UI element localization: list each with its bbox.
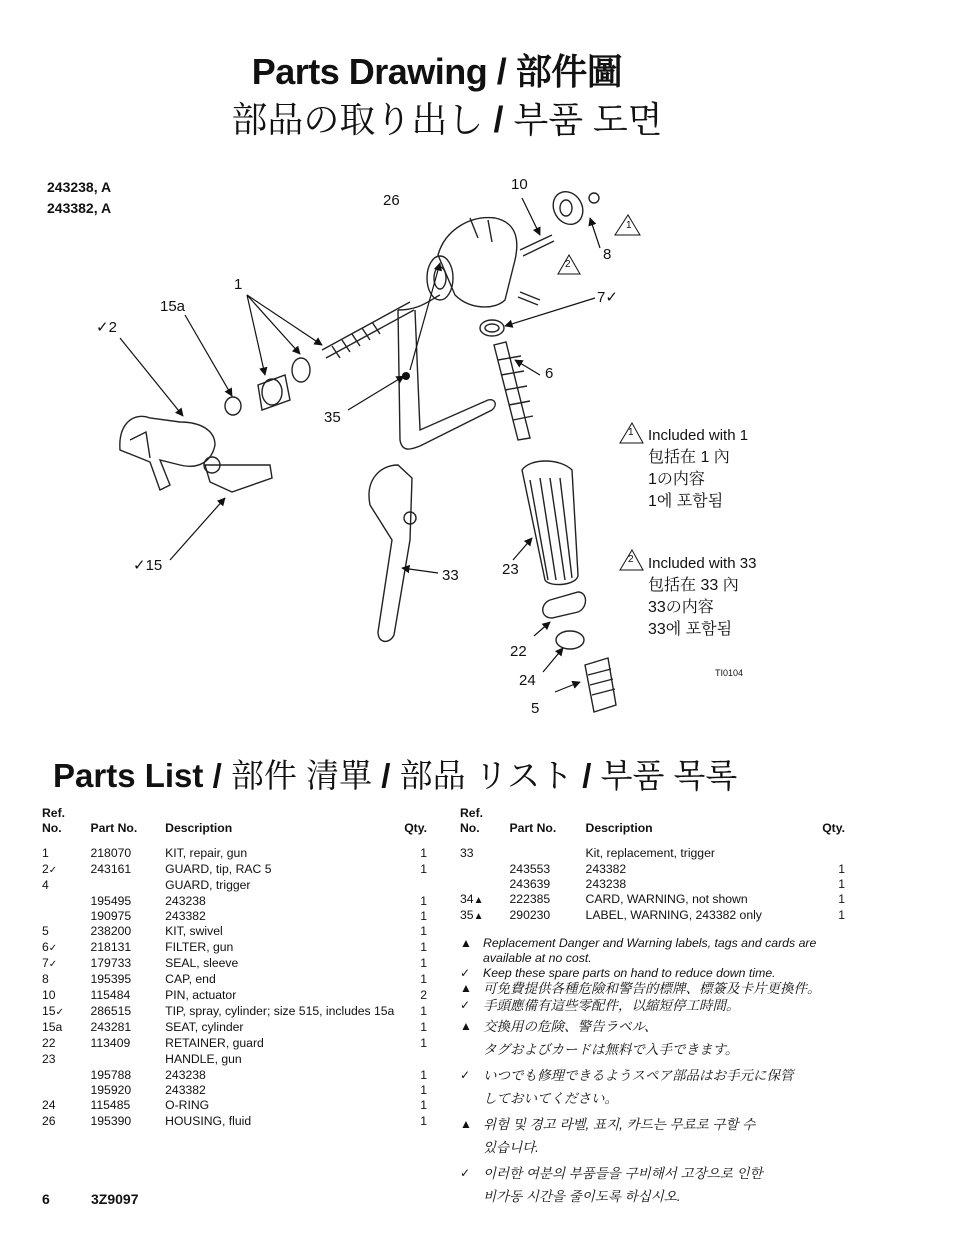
part-no-cell: 179733: [90, 956, 132, 970]
part-no-cell: 195920: [90, 1083, 132, 1097]
ref-cell: 33: [460, 846, 474, 860]
legend-triangle-label: 1: [628, 427, 634, 438]
qty-cell: 1: [420, 909, 427, 923]
description-cell: SEAL, sleeve: [165, 956, 239, 970]
callout-26: 26: [383, 192, 400, 209]
table-row: [42, 1020, 427, 1036]
part-no-cell: [510, 846, 586, 862]
spare-part-check-icon: ✓: [460, 1166, 471, 1180]
note-text: 이러한 여분의 부품들을 구비해서 고장으로 인한 비가동 시간을 줄이도록 하십시오.: [483, 1166, 763, 1204]
qty-cell: 1: [420, 924, 427, 938]
handle-part: [522, 461, 578, 585]
table-row: [460, 862, 845, 877]
trigger-part: [369, 465, 416, 641]
callout-22: 22: [510, 643, 527, 660]
guard-retainer-part: [543, 592, 586, 618]
table-row: [460, 877, 845, 892]
qty-cell: [404, 1052, 427, 1068]
exploded-parts-drawing: [0, 160, 954, 740]
description-cell: RETAINER, guard: [165, 1036, 264, 1050]
ref-mark-icon: ▲: [473, 895, 484, 906]
included-note-2: Included with 33 包括在 33 內 33の内容 33에 포함됨: [648, 555, 757, 638]
spare-part-check-icon: ✓: [460, 1068, 471, 1082]
table-row: [42, 862, 427, 878]
description-cell: CARD, WARNING, not shown: [585, 892, 748, 906]
legend-triangle-label: 2: [628, 554, 634, 565]
table-row: [42, 909, 427, 924]
ref-cell: 8: [42, 972, 49, 986]
subtitle-slash: /: [493, 99, 504, 140]
ti-number: TI0104: [715, 668, 744, 678]
ref-cell: 22: [42, 1036, 56, 1050]
callout-24: 24: [519, 672, 536, 689]
description-cell: 243382: [585, 862, 627, 876]
callout-10: 10: [511, 176, 528, 193]
description-cell: HANDLE, gun: [165, 1052, 242, 1066]
note-item: [460, 1113, 840, 1159]
description-cell: HOUSING, fluid: [165, 1114, 252, 1128]
note-text: 手頭應備有這些零配件，以縮短停工時間。: [483, 998, 740, 1013]
note-item: [460, 1015, 840, 1061]
table-row: [42, 894, 427, 909]
note-text: いつでも修理できるようスペア部品はお手元に保管 しておいてください。: [483, 1068, 794, 1106]
ref-cell: 26: [42, 1114, 56, 1128]
qty-cell: 1: [420, 1098, 427, 1112]
qty-cell: 1: [838, 892, 845, 906]
ref-cell: 5: [42, 924, 49, 938]
ref-cell: 4: [42, 878, 49, 892]
qty-cell: 1: [420, 956, 427, 970]
ref-no-header: Ref. No.: [460, 806, 484, 835]
included-note-1: Included with 1 包括在 1 內 1の内容 1에 포함됨: [648, 427, 749, 510]
description-cell: CAP, end: [165, 972, 216, 986]
parts-notes: [460, 936, 840, 1211]
qty-cell: 1: [420, 972, 427, 986]
description-cell: SEAT, cylinder: [165, 1020, 244, 1034]
part-no-cell: 195495: [90, 894, 132, 908]
subtitle-ja: 部品の取り出し: [231, 99, 484, 140]
qty-cell: 1: [420, 940, 427, 954]
part-no-cell: 113409: [90, 1036, 131, 1050]
warning-triangle-icon: ▲: [460, 936, 472, 950]
part-no-cell: 286515: [90, 1004, 132, 1018]
table-row: [42, 1068, 427, 1083]
part-no-header: Part No.: [509, 821, 557, 835]
part-no-cell: 238200: [90, 924, 132, 938]
callout-15: ✓15: [133, 557, 163, 574]
spray-tip-part: [204, 457, 272, 492]
ref-cell: [42, 894, 90, 909]
qty-cell: 1: [420, 862, 427, 876]
note-item: [460, 966, 840, 981]
part-no-cell: 218070: [90, 846, 132, 860]
qty-cell: 1: [838, 877, 845, 891]
table-row: [42, 940, 427, 956]
part-no-cell: 243639: [509, 877, 551, 891]
description-cell: KIT, repair, gun: [165, 846, 248, 860]
note-item: [460, 1064, 840, 1110]
note-text: 위험 및 경고 라벨, 표지, 카드는 무료로 구할 수 있습니다.: [483, 1117, 756, 1155]
part-no-cell: [90, 878, 165, 894]
qty-cell: 1: [838, 908, 845, 922]
ref-mark-icon: ✓: [55, 1007, 64, 1018]
part-no-cell: 243161: [90, 862, 132, 876]
callout-2: ✓2: [96, 319, 117, 336]
warning-triangle-icon: ▲: [460, 981, 472, 995]
ref-cell: 24: [42, 1098, 56, 1112]
part-no-cell: 195395: [90, 972, 132, 986]
table-row: [42, 924, 427, 940]
note-text: Replacement Danger and Warning labels, tags and cards are available at no cost.: [483, 936, 817, 965]
ref-cell: 15✓: [42, 1004, 64, 1018]
part-no-cell: [90, 1052, 165, 1068]
qty-cell: 1: [420, 1083, 427, 1097]
part-no-cell: 222385: [509, 892, 551, 906]
ref-cell: 35▲: [460, 908, 484, 922]
trigger-guard-part: [398, 295, 495, 449]
qty-header: Qty.: [404, 821, 427, 835]
note-item: [460, 936, 840, 966]
part-no-cell: 195390: [90, 1114, 132, 1128]
description-cell: 243238: [165, 1068, 206, 1082]
note-item: [460, 1162, 840, 1208]
note-text: 交換用の危険、警告ラベル、 タグおよびカードは無料で入手できます。: [483, 1019, 739, 1057]
page-number: 6: [42, 1191, 50, 1207]
model-number: 243382, A: [47, 200, 112, 216]
tip-guard-part: [120, 416, 215, 490]
callout-7: 7✓: [597, 289, 618, 306]
part-no-cell: 243553: [509, 862, 551, 876]
table-row: [42, 1114, 427, 1130]
ref-mark-icon: ✓: [48, 959, 58, 970]
ref-cell: 6✓: [42, 940, 58, 954]
spare-part-check-icon: ✓: [460, 966, 471, 980]
description-cell: 243382: [165, 1083, 206, 1097]
qty-cell: 1: [420, 1004, 427, 1018]
spare-part-check-icon: ✓: [460, 998, 471, 1012]
description-cell: PIN, actuator: [165, 988, 237, 1002]
table-row: [42, 1036, 427, 1052]
model-number: 243238, A: [47, 179, 112, 195]
table-row: [460, 892, 845, 908]
part-no-cell: 190975: [90, 909, 132, 923]
table-row: [42, 956, 427, 972]
sleeve-seal-part: [480, 320, 504, 336]
swivel-part: [585, 658, 616, 712]
table-row: [42, 972, 427, 988]
table-row: [42, 1052, 427, 1068]
qty-cell: 1: [420, 1068, 427, 1082]
ref-cell: 15a: [42, 1020, 63, 1034]
filter-part: [494, 342, 533, 440]
note-item: [460, 981, 840, 996]
callout-8: 8: [603, 246, 612, 263]
description-cell: 243382: [165, 909, 206, 923]
table-row: [42, 1098, 427, 1114]
callout-35: 35: [324, 409, 341, 426]
part-no-cell: 243281: [90, 1020, 132, 1034]
ref-cell: [460, 877, 510, 892]
table-row: [42, 878, 427, 894]
description-cell: O-RING: [165, 1098, 210, 1112]
ref-mark-icon: ✓: [48, 865, 58, 876]
ref-cell: [42, 1068, 90, 1083]
qty-cell: [822, 846, 845, 862]
table-header-row: [460, 806, 845, 846]
ref-cell: 10: [42, 988, 56, 1002]
part-no-cell: 115484: [90, 988, 131, 1002]
table-row: [42, 988, 427, 1004]
callout-5: 5: [531, 700, 540, 717]
description-cell: KIT, swivel: [165, 924, 223, 938]
parts-table-right: [460, 806, 845, 924]
callout-23: 23: [502, 561, 519, 578]
table-row: [42, 1004, 427, 1020]
qty-cell: [404, 878, 427, 894]
ref-cell: 1: [42, 846, 49, 860]
parts-list-title: Parts List / 部件 清單 / 部品 リスト / 부품 목록: [53, 757, 738, 794]
document-number: 3Z9097: [91, 1191, 139, 1207]
actuator-pin-part: [518, 292, 540, 305]
ref-cell: 2✓: [42, 862, 58, 876]
page-subtitle: [0, 92, 894, 143]
ref-mark-icon: ▲: [473, 911, 484, 922]
ref-cell: 7✓: [42, 956, 58, 970]
callout-6: 6: [545, 365, 554, 382]
qty-cell: 1: [420, 846, 427, 860]
description-cell: GUARD, trigger: [165, 878, 251, 892]
table-row: [42, 1083, 427, 1098]
fluid-housing-part: [427, 218, 517, 307]
part-no-cell: 115485: [90, 1098, 131, 1112]
qty-header: Qty.: [822, 821, 845, 835]
qty-cell: 1: [838, 862, 845, 876]
note-text: 可免費提供各種危險和警告的標牌、標簽及卡片更換件。: [483, 981, 821, 996]
description-cell: Kit, replacement, trigger: [585, 846, 715, 860]
cylinder-seat-part: [225, 397, 241, 415]
ref-cell: [460, 862, 510, 877]
description-cell: 243238: [165, 894, 206, 908]
spare-part-check-icon: ✓: [96, 319, 109, 336]
ref-mark-icon: ✓: [48, 943, 58, 954]
description-cell: LABEL, WARNING, 243382 only: [585, 908, 762, 922]
callout-15a: 15a: [160, 298, 186, 315]
spare-part-check-icon: ✓: [133, 557, 146, 574]
description-cell: FILTER, gun: [165, 940, 234, 954]
description-header: Description: [165, 821, 233, 835]
o-ring-part: [556, 631, 584, 649]
ref-cell: 23: [42, 1052, 56, 1066]
description-header: Description: [585, 821, 653, 835]
description-cell: GUARD, tip, RAC 5: [165, 862, 272, 876]
warning-triangle-icon: ▲: [460, 1019, 472, 1033]
qty-cell: 1: [420, 1020, 427, 1034]
warning-triangle-icon: ▲: [460, 1117, 472, 1131]
callout-1: 1: [234, 276, 243, 293]
ref-cell: 34▲: [460, 892, 484, 906]
qty-cell: 2: [420, 988, 427, 1002]
callout-33: 33: [442, 567, 459, 584]
triangle-label-1: 1: [626, 220, 632, 231]
table-row: [460, 846, 845, 862]
table-header-row: [42, 806, 427, 846]
part-no-cell: 218131: [90, 940, 132, 954]
description-cell: 243238: [585, 877, 627, 891]
triangle-label-2: 2: [565, 259, 571, 270]
qty-cell: 1: [420, 1036, 427, 1050]
page-title: Parts Drawing / 部件圖: [251, 51, 623, 92]
ref-no-header: Ref. No.: [42, 806, 66, 835]
qty-cell: 1: [420, 1114, 427, 1128]
description-cell: TIP, spray, cylinder; size 515, includes 15a: [165, 1004, 395, 1018]
part-no-cell: 195788: [90, 1068, 132, 1082]
part-no-cell: 290230: [509, 908, 551, 922]
parts-table-left: [42, 806, 427, 1130]
note-text: Keep these spare parts on hand to reduce down time.: [483, 966, 776, 980]
spare-part-check-icon: ✓: [605, 289, 618, 306]
table-row: [42, 846, 427, 862]
note-item: [460, 998, 840, 1013]
table-row: [460, 908, 845, 924]
qty-cell: 1: [420, 894, 427, 908]
ref-cell: [42, 909, 90, 924]
part-no-header: Part No.: [90, 821, 138, 835]
actuator-pin-part: [520, 235, 554, 256]
ref-cell: [42, 1083, 90, 1098]
subtitle-ko: 부품 도면: [513, 99, 663, 140]
